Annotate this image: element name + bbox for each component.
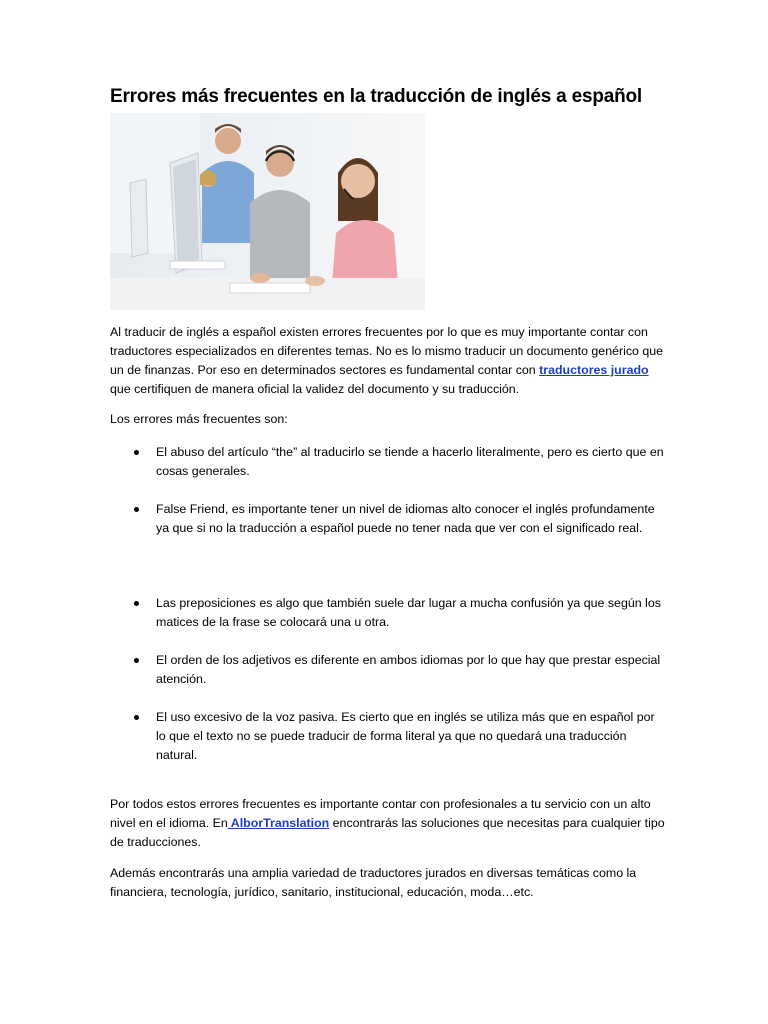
bullet-marker	[134, 600, 142, 608]
bullet-marker	[134, 657, 142, 665]
bullet-marker	[134, 714, 142, 722]
closing-paragraph	[110, 795, 670, 852]
intro-paragraph	[110, 323, 670, 399]
bullet-marker	[134, 506, 142, 514]
final-paragraph: Además encontrarás una amplia variedad de traductores jurados en diversas temáticas como la financiera, tecnología, jurídico, sanitario, institucional, educación, moda…etc.	[110, 866, 637, 899]
traductores-jurado-link[interactable]: traductores jurado	[539, 363, 649, 377]
closing-text: Por todos estos errores frecuentes es importante contar con profesionales a tu servicio con un alto nivel en el idioma. En	[110, 797, 651, 830]
list-item: El orden de los adjetivos es diferente en ambos idiomas por lo que hay que prestar especial atención.	[156, 653, 661, 686]
closing-text-end: encontrarás las soluciones que necesitas para cualquier tipo de traducciones.	[110, 816, 665, 849]
intro-text: Al traducir de inglés a español existen errores frecuentes por lo que es muy importante contar con traductores especializados en diferentes temas. No es lo mismo traducir un documento genérico que un de finanzas. Por eso en determinados sectores es fundamental contar con	[110, 325, 664, 377]
intro-text-end: que certifiquen de manera oficial la validez del documento y su traducción.	[110, 382, 520, 396]
list-item: El abuso del artículo “the” al traducirlo se tiende a hacerlo literalmente, pero es cierto que en cosas generales.	[156, 445, 664, 478]
bullet-marker	[134, 449, 142, 457]
list-item: Las preposiciones es algo que también suele dar lugar a mucha confusión ya que según los matices de la frase se colocará una u otra.	[156, 596, 661, 629]
call-center-photo	[110, 113, 425, 310]
list-item: El uso excesivo de la voz pasiva. Es cierto que en inglés se utiliza más que en español por lo que el texto no se puede traducir de forma literal ya que no quedará una traducción natural.	[156, 710, 655, 762]
page-title: Errores más frecuentes en la traducción de inglés a español	[110, 86, 643, 107]
call-center-illustration	[110, 113, 425, 310]
list-item: False Friend, es importante tener un nivel de idiomas alto conocer el inglés profundamente ya que si no la traducción a español puede no tener nada que ver con el significado real.	[156, 502, 655, 535]
list-heading: Los errores más frecuentes son:	[110, 412, 288, 426]
albortranslation-link[interactable]: AlborTranslation	[227, 816, 330, 830]
